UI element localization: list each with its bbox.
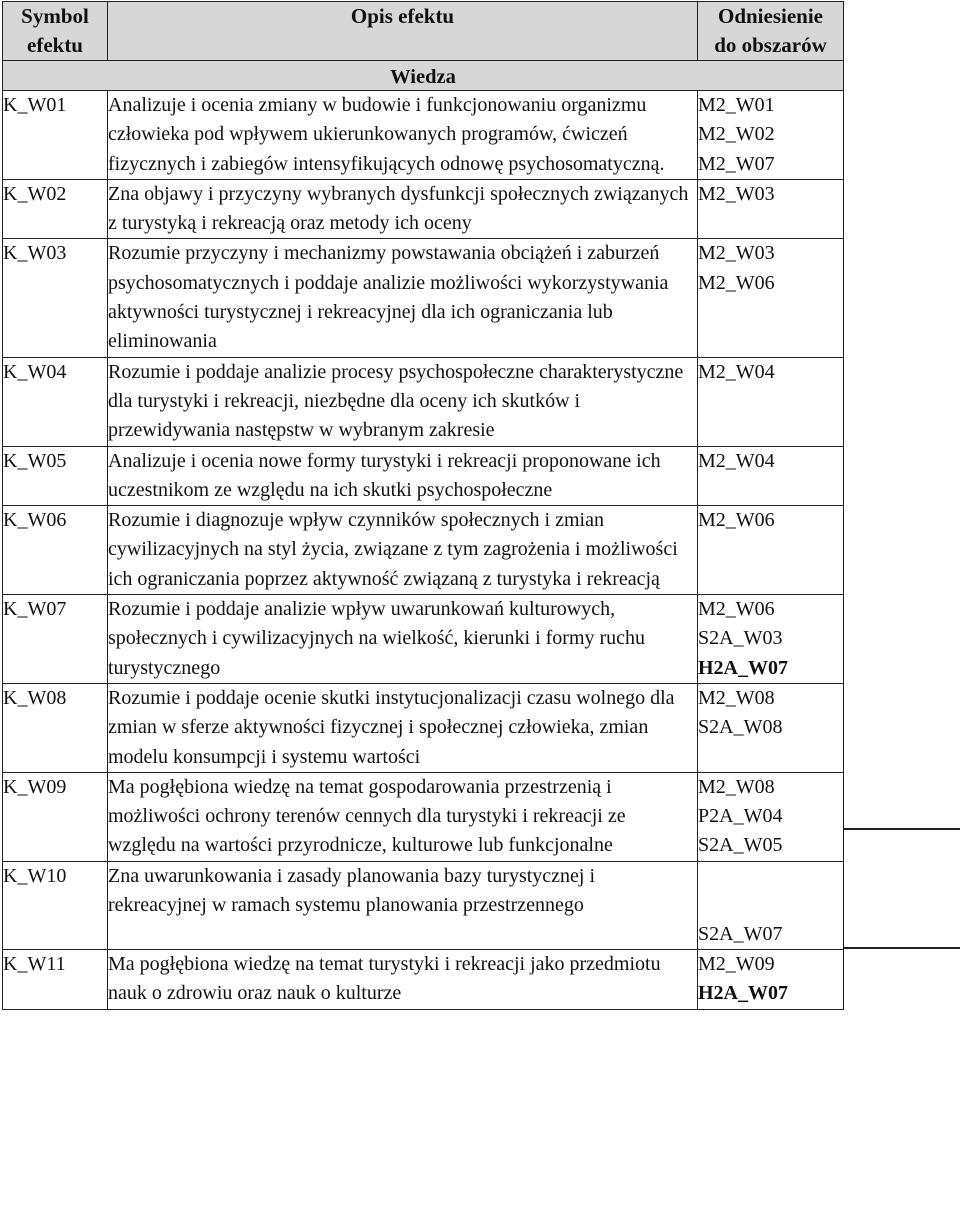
outcome-description: Zna uwarunkowania i zasady planowania bazy turystycznej i rekreacyjnej w ramach systemu planowania przestrzennego xyxy=(108,861,698,949)
area-reference-code: M2_W02 xyxy=(698,123,775,146)
outcome-references xyxy=(698,446,844,506)
outcome-symbol: K_W09 xyxy=(3,772,108,861)
extended-rule-line xyxy=(843,947,960,949)
table-row xyxy=(3,772,844,861)
area-reference-code: M2_W04 xyxy=(698,449,775,472)
outcome-description: Rozumie i poddaje analizie wpływ uwarunkowań kulturowych, społecznych i cywilizacyjnych na wielkość, kierunki i formy ruchu turystycznego xyxy=(108,595,698,684)
header-symbol-line-1: Symbol xyxy=(21,4,89,28)
table-row xyxy=(3,683,844,772)
outcome-symbol: K_W06 xyxy=(3,506,108,595)
outcome-references xyxy=(698,595,844,684)
table-body xyxy=(3,61,844,1010)
outcome-description: Zna objawy i przyczyny wybranych dysfunkcji społecznych związanych z turystyką i rekreacją oraz metody ich oceny xyxy=(108,179,698,239)
section-title: Wiedza xyxy=(3,61,844,91)
outcome-references xyxy=(698,239,844,357)
table-row xyxy=(3,91,844,180)
area-reference-code: M2_W07 xyxy=(698,152,775,175)
area-reference-code: M2_W04 xyxy=(698,360,775,383)
table-row xyxy=(3,357,844,446)
outcome-references xyxy=(698,950,844,1010)
table-row xyxy=(3,861,844,949)
area-reference-code: M2_W08 xyxy=(698,686,775,709)
table-row xyxy=(3,950,844,1010)
header-symbol-line-2: efektu xyxy=(27,33,83,57)
table-row xyxy=(3,446,844,506)
outcome-description: Rozumie i poddaje analizie procesy psychospołeczne charakterystyczne dla turystyki i rekreacji, niezbędne dla oceny ich skutków i przewidywania następstw w wybranym zakresie xyxy=(108,357,698,446)
area-reference-code: M2_W09 xyxy=(698,953,775,976)
outcome-references xyxy=(698,91,844,180)
header-reference-line-1: Odniesienie xyxy=(717,4,823,28)
area-reference-code: M2_W06 xyxy=(698,271,775,294)
area-reference-code: M2_W03 xyxy=(698,182,775,205)
outcome-symbol: K_W07 xyxy=(3,595,108,684)
extended-rule-line xyxy=(843,828,960,830)
header-symbol xyxy=(3,2,108,61)
outcome-references xyxy=(698,506,844,595)
table-row xyxy=(3,179,844,239)
outcome-description: Analizuje i ocenia zmiany w budowie i funkcjonowaniu organizmu człowieka pod wpływem ukierunkowanych programów, ćwiczeń fizycznych i zabiegów intensyfikujących odnowę psychosomatyczną. xyxy=(108,91,698,180)
area-reference-code: S2A_W05 xyxy=(698,834,783,857)
section-row xyxy=(3,61,844,91)
outcome-symbol: K_W02 xyxy=(3,179,108,239)
table-row xyxy=(3,595,844,684)
outcome-description: Ma pogłębiona wiedzę na temat turystyki i rekreacji jako przedmiotu nauk o zdrowiu oraz nauk o kulturze xyxy=(108,950,698,1010)
outcome-symbol: K_W01 xyxy=(3,91,108,180)
header-reference xyxy=(698,2,844,61)
outcome-symbol: K_W05 xyxy=(3,446,108,506)
header-reference-line-2: do obszarów xyxy=(714,33,827,57)
area-reference-code: M2_W06 xyxy=(698,598,775,621)
table-row xyxy=(3,239,844,357)
area-reference-code: M2_W01 xyxy=(698,94,775,116)
outcome-symbol: K_W10 xyxy=(3,861,108,949)
area-reference-code: P2A_W04 xyxy=(698,805,783,828)
header-description xyxy=(108,2,698,61)
area-reference-code: M2_W03 xyxy=(698,242,775,265)
table-row xyxy=(3,506,844,595)
outcome-symbol: K_W04 xyxy=(3,357,108,446)
outcome-description: Rozumie i poddaje ocenie skutki instytucjonalizacji czasu wolnego dla zmian w sferze aktywności fizycznej i społecznej człowieka, zmian modelu konsumpcji i systemu wartości xyxy=(108,683,698,772)
area-reference-code: S2A_W07 xyxy=(698,922,783,945)
header-row xyxy=(3,2,844,61)
area-reference-code: M2_W08 xyxy=(698,775,775,798)
outcome-symbol: K_W03 xyxy=(3,239,108,357)
outcome-description: Rozumie i diagnozuje wpływ czynników społecznych i zmian cywilizacyjnych na styl życia, związane z tym zagrożenia i możliwości ich ograniczania poprzez aktywność związaną z turystyka i rekreacją xyxy=(108,506,698,595)
area-reference-code: H2A_W07 xyxy=(698,982,788,1005)
outcome-references xyxy=(698,357,844,446)
header-description-label: Opis efektu xyxy=(350,4,455,28)
outcome-symbol: K_W08 xyxy=(3,683,108,772)
learning-outcomes-table xyxy=(2,1,844,1010)
area-reference-code: H2A_W07 xyxy=(698,656,788,679)
outcome-references xyxy=(698,861,844,949)
area-reference-code: S2A_W03 xyxy=(698,627,783,650)
outcome-references xyxy=(698,772,844,861)
outcome-references xyxy=(698,179,844,239)
outcome-references xyxy=(698,683,844,772)
outcome-description: Rozumie przyczyny i mechanizmy powstawania obciążeń i zaburzeń psychosomatycznych i poddaje analizie możliwości wykorzystywania aktywności turystycznej i rekreacyjnej dla ich ograniczania lub eliminowania xyxy=(108,239,698,357)
area-reference-code: M2_W06 xyxy=(698,509,775,532)
outcome-description: Ma pogłębiona wiedzę na temat gospodarowania przestrzenią i możliwości ochrony terenów cennych dla turystyki i rekreacji ze względu na wartości przyrodnicze, kulturowe lub funkcjonalne xyxy=(108,772,698,861)
outcome-description: Analizuje i ocenia nowe formy turystyki i rekreacji proponowane ich uczestnikom ze względu na ich skutki psychospołeczne xyxy=(108,446,698,506)
outcome-symbol: K_W11 xyxy=(3,950,108,1010)
area-reference-code: S2A_W08 xyxy=(698,716,783,739)
